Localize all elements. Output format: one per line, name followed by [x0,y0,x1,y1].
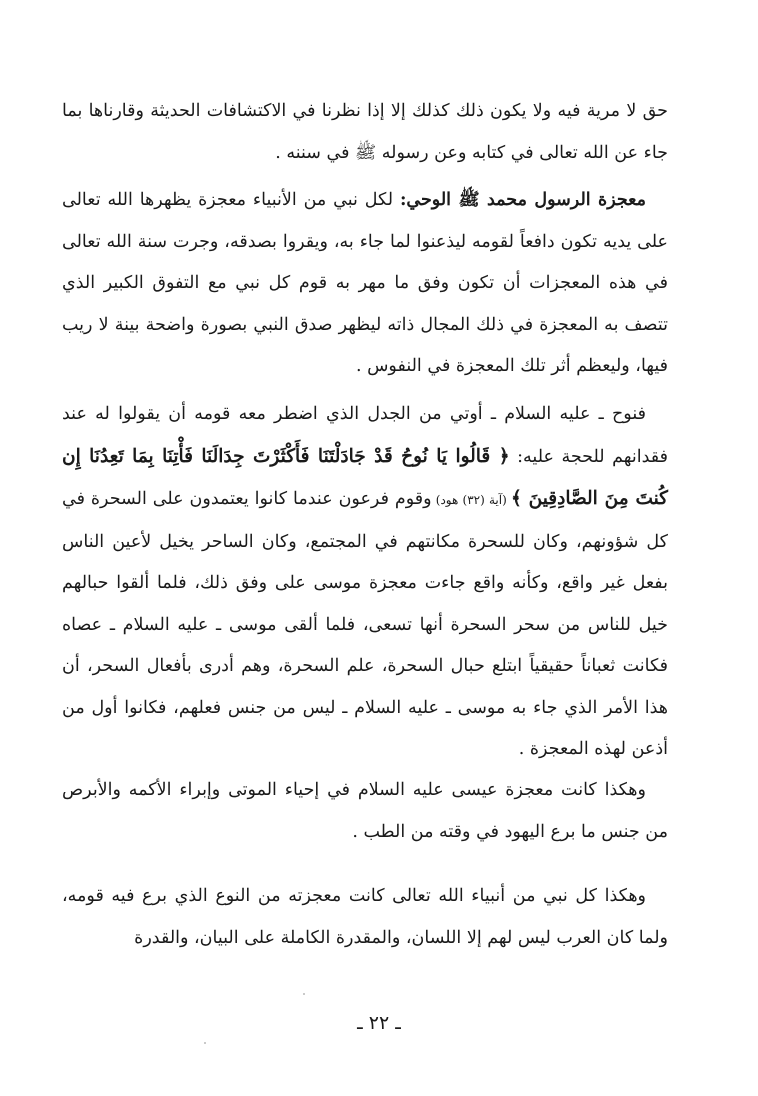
paragraph-5 [62,876,668,959]
page-number: ـ ٢٢ ـ [357,1012,401,1034]
paragraph-5-text: وهكذا كل نبي من أنبياء الله تعالى كانت معجزته من النوع الذي برع فيه قومه، ولما كان العرب ليس لهم إلا اللسان، والمقدرة الكاملة على البيان، والقدرة [62,886,668,948]
paragraph-1-text: حق لا مرية فيه ولا يكون ذلك كذلك إلا إذا نظرنا في الاكتشافات الحديثة وقارناها بما جاء عن الله تعالى في كتابه وعن رسوله ﷺ في سننه . [62,101,668,163]
quran-verse: ﴿ قَالُوا يَا نُوحُ قَدْ جَادَلْتَنَا فَأَكْثَرْتَ جِدَالَنَا فَأْتِنَا بِمَا تَعِدُنَا إِن كُنتَ مِنَ الصَّادِقِينَ ﴾ [62,445,668,509]
paragraph-1 [62,91,668,174]
scan-speck [303,993,305,995]
paragraph-3-text-before: فنوح ـ عليه السلام ـ أوتي من الجدل الذي اضطر معه قومه أن يقولوا له عند فقدانهم للحجة عليه: [62,404,669,467]
paragraph-4 [62,770,668,853]
paragraph-3 [62,394,668,771]
paragraph-2-text: لكل نبي من الأنبياء معجزة يظهرها الله تعالى على يديه تكون دافعاً لقومه ليذعنوا لما جاء به، ويقروا بصدقه، وجرت سنة الله تعالى في هذه المعجزات أن تكون وفق ما مهر به قوم كل نبي مع التفوق الكبير الذي تتصف به المعجزة في ذلك المجال ذاته ليظهر صدق النبي بصورة واضحة بينة لا ريب فيها، وليعظم أثر تلك المعجزة في النفوس . [62,190,668,376]
paragraph-3-text-after: وقوم فرعون عندما كانوا يعتمدون على السحرة في كل شؤونهم، وكان للسحرة مكانتهم في المجتمع، وكان الساحر يخيل لأعين الناس بفعل غير واقع، وكأنه واقع جاءت معجزة موسى على وفق ذلك، فلما ألقوا حبالهم خيل للناس من سحر السحرة أنها تسعى، فلما ألقى موسى ـ عليه السلام ـ عصاه فكانت ثعباناً حقيقياً ابتلع حبال السحرة، علم السحرة، وهم أدرى بأفعال السحر، أن هذا الأمر الذي جاء به موسى ـ عليه السلام ـ ليس من جنس فعلهم، فكانوا أول من أذعن لهذه المعجزة . [62,489,668,759]
paragraph-2 [62,180,668,388]
verse-reference: (آية (٣٢) هود) [431,493,511,507]
section-heading: معجزة الرسول محمد ﷺ الوحي: [399,190,646,210]
paragraph-4-text: وهكذا كانت معجزة عيسى عليه السلام في إحياء الموتى وإبراء الأكمه والأبرص من جنس ما برع اليهود في وقته من الطب . [62,780,668,842]
scan-speck [204,1042,206,1044]
